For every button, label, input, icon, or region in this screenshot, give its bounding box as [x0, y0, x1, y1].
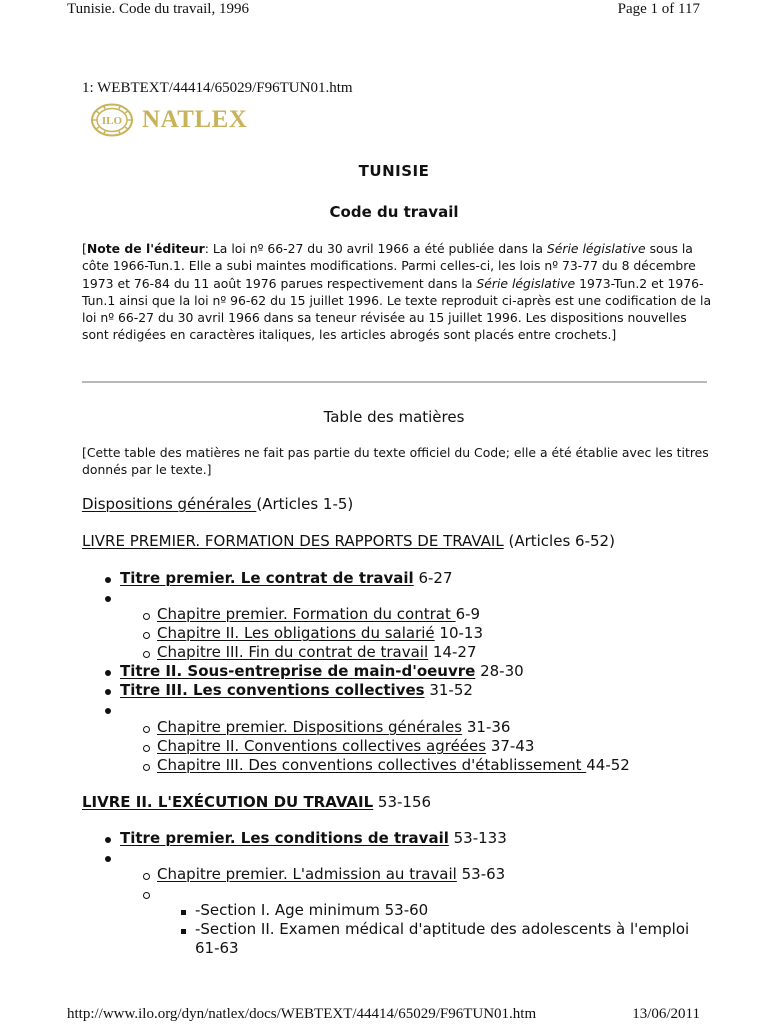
bullet-circle [143, 873, 150, 880]
toc-link-conv-chapitre3[interactable]: Chapitre III. Des conventions collectives d'établissement [157, 756, 587, 774]
bullet-square [181, 910, 186, 915]
toc-entry-livre1: LIVRE PREMIER. FORMATION DES RAPPORTS DE TRAVAIL (Articles 6-52) [82, 532, 615, 550]
toc-entry-titre1-livre2: Titre premier. Les conditions de travail 53-133 [120, 829, 507, 847]
toc-entry-titre1: Titre premier. Le contrat de travail 6-27 [120, 569, 453, 587]
bullet-square [181, 929, 186, 934]
toc-link-titre2[interactable]: Titre II. Sous-entreprise de main-d'oeuvre [120, 662, 476, 680]
bullet-circle [143, 613, 150, 620]
horizontal-rule [82, 381, 707, 383]
toc-link-livre2-chapitre1[interactable]: Chapitre premier. L'admission au travail [157, 865, 457, 883]
toc-entry-section2: -Section II. Examen médical d'aptitude des adolescents à l'emploi [195, 920, 690, 938]
toc-link-livre1[interactable]: LIVRE PREMIER. FORMATION DES RAPPORTS DE TRAVAIL [82, 532, 504, 550]
bullet-disc [105, 708, 111, 714]
document-title: Code du travail [329, 203, 459, 221]
ilo-seal-icon [90, 103, 134, 137]
toc-entry-chapitre: Chapitre III. Fin du contrat de travail 14-27 [157, 643, 477, 661]
toc-entry-titre3: Titre III. Les conventions collectives 31-52 [120, 681, 473, 699]
bullet-disc [105, 577, 111, 583]
toc-link-chapitre3[interactable]: Chapitre III. Fin du contrat de travail [157, 643, 429, 661]
natlex-logo [90, 103, 247, 137]
bullet-disc [105, 689, 111, 695]
bullet-circle [143, 651, 150, 658]
print-header-title: Tunisie. Code du travail, 1996 [67, 1, 249, 17]
bullet-circle [143, 764, 150, 771]
toc-entry-titre2: Titre II. Sous-entreprise de main-d'oeuvre 28-30 [120, 662, 524, 680]
toc-entry-chapitre: Chapitre II. Les obligations du salarié 10-13 [157, 624, 484, 642]
toc-link-dispositions[interactable]: Dispositions générales [82, 495, 257, 513]
bullet-circle [143, 745, 150, 752]
bullet-disc [105, 670, 111, 676]
toc-entry-dispositions: Dispositions générales (Articles 1-5) [82, 495, 354, 513]
editor-note-label: Note de l'éditeur [86, 241, 205, 256]
source-path: 1: WEBTEXT/44414/65029/F96TUN01.htm [82, 80, 353, 96]
toc-note: [Cette table des matières ne fait pas partie du texte officiel du Code; elle a été établie avec les titres donnés par le texte.] [82, 445, 709, 477]
print-footer-url: http://www.ilo.org/dyn/natlex/docs/WEBTEXT/44414/65029/F96TUN01.htm [67, 1006, 537, 1022]
toc-title: Table des matières [323, 408, 465, 426]
toc-link-titre3[interactable]: Titre III. Les conventions collectives [120, 681, 425, 699]
toc-entry-section1: -Section I. Age minimum 53-60 [195, 901, 429, 919]
toc-link-titre1[interactable]: Titre premier. Le contrat de travail [120, 569, 414, 587]
toc-entry-livre2: LIVRE II. L'EXÉCUTION DU TRAVAIL 53-156 [82, 793, 432, 811]
toc-link-chapitre2[interactable]: Chapitre II. Les obligations du salarié [157, 624, 435, 642]
ilo-seal-text: ILO [101, 115, 123, 127]
toc-link-conv-chapitre2[interactable]: Chapitre II. Conventions collectives agréées [157, 737, 487, 755]
toc-link-chapitre1[interactable]: Chapitre premier. Formation du contrat [157, 605, 456, 623]
toc-entry-chapitre: Chapitre premier. Dispositions générales 31-36 [157, 718, 511, 736]
bullet-disc [105, 837, 111, 843]
toc-entry-chapitre: Chapitre II. Conventions collectives agréées 37-43 [157, 737, 535, 755]
toc-link-livre2[interactable]: LIVRE II. L'EXÉCUTION DU TRAVAIL [82, 793, 374, 811]
toc-entry-chapitre: Chapitre premier. Formation du contrat 6-9 [157, 605, 481, 623]
toc-entry-section2-range: 61-63 [195, 939, 239, 957]
country-title: TUNISIE [358, 162, 430, 180]
print-footer-date: 13/06/2011 [632, 1006, 700, 1022]
natlex-logo-text: NATLEX [142, 106, 248, 133]
toc-link-livre2-titre1[interactable]: Titre premier. Les conditions de travail [120, 829, 449, 847]
bullet-circle [143, 726, 150, 733]
toc-entry-chapitre: Chapitre III. Des conventions collectives d'établissement 44-52 [157, 756, 630, 774]
print-header-page: Page 1 of 117 [617, 1, 700, 17]
bullet-circle [143, 632, 150, 639]
toc-entry-chapitre: Chapitre premier. L'admission au travail 53-63 [157, 865, 506, 883]
bullet-disc [105, 596, 111, 602]
bullet-disc [105, 856, 111, 862]
toc-link-conv-chapitre1[interactable]: Chapitre premier. Dispositions générales [157, 718, 463, 736]
editor-note: [Note de l'éditeur: La loi nº 66-27 du 30 avril 1966 a été publiée dans la Série législative sous la côte 1966-Tun.1. Elle a subi maintes modifications. Parmi celles-ci, les lois nº 73-77 du 8 décembre 1973 et 76-84 du 11 août 1976 parues respectivement dans la Série législative 1973-Tun.2 et 1976-Tun.1 ainsi que la loi nº 96-62 du 15 juillet 1996. Le texte reproduit ci-après est une codification de la loi nº 66-27 du 30 avril 1966 dans sa teneur révisée au 15 juillet 1996. Les dispositions nouvelles sont rédigées en caractères italiques, les articles abrogés sont placés entre crochets.] [82, 241, 712, 343]
bullet-circle [143, 892, 150, 899]
